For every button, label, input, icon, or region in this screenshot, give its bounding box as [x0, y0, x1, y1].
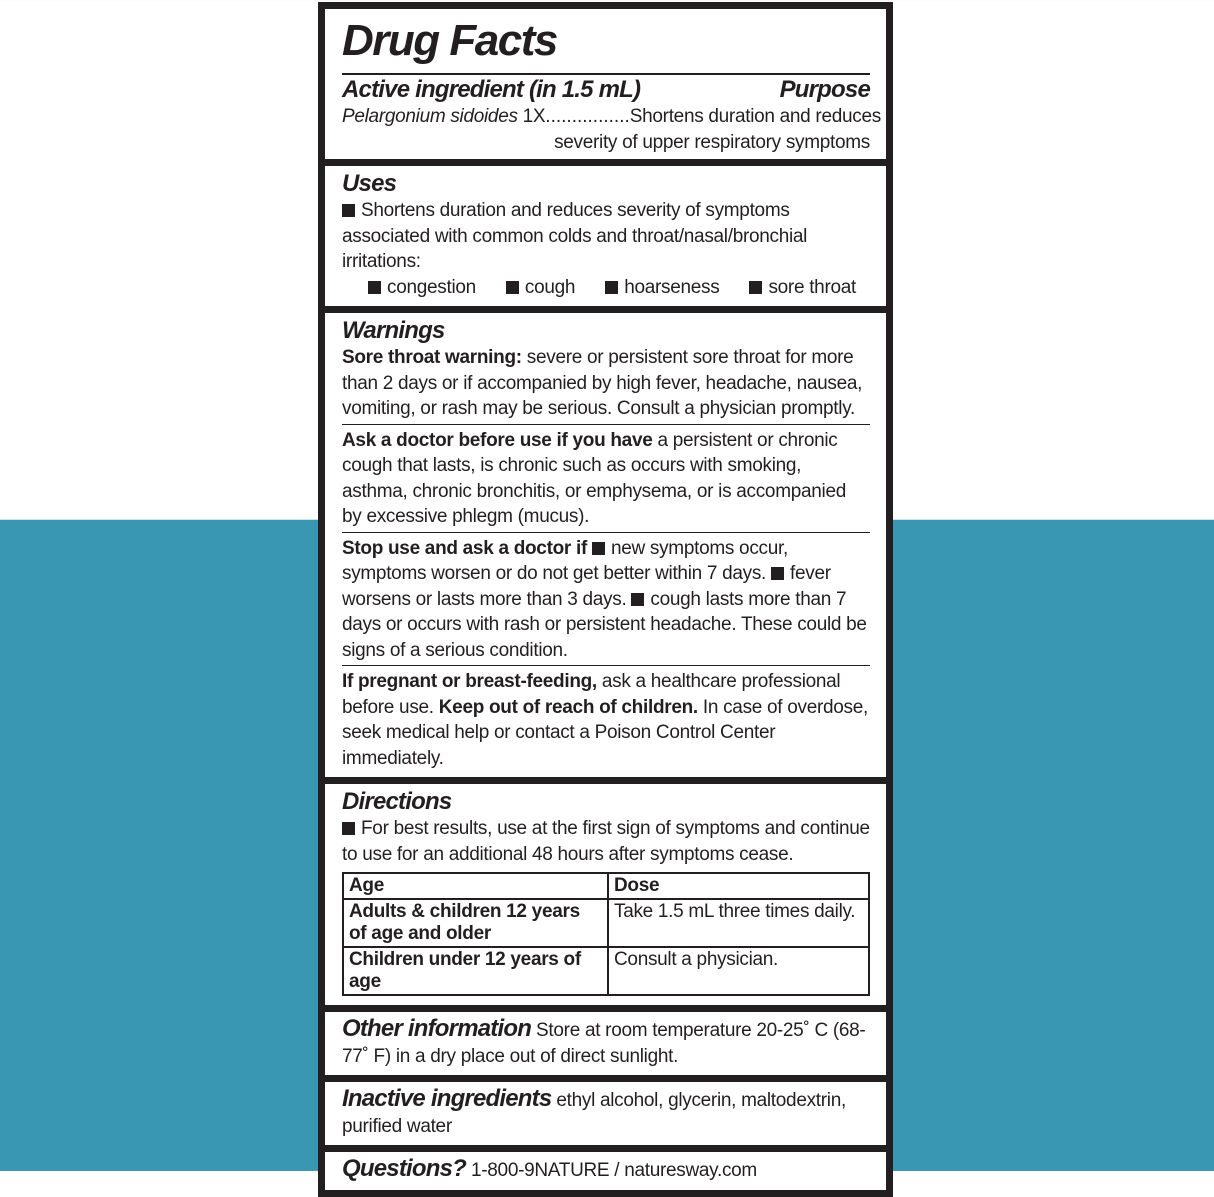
- table-header-dose: Dose: [608, 873, 869, 899]
- bullet-square-icon: [506, 281, 519, 294]
- use-item: cough: [506, 275, 575, 301]
- dose-cell: Take 1.5 mL three times daily.: [608, 899, 869, 947]
- table-header-row: [343, 873, 869, 899]
- use-item: congestion: [368, 275, 476, 301]
- drug-facts-title: Drug Facts: [342, 16, 557, 65]
- warnings-section: [325, 313, 886, 777]
- inactive-ingredients-text: ethyl alcohol, glycerin, maltodextrin, purified water: [342, 1090, 846, 1137]
- other-information-text: Store at room temperature 20-25˚ C (68-77˚ F) in a dry place out of direct sunlight.: [342, 1020, 866, 1067]
- bullet-square-icon: [631, 593, 644, 606]
- purpose-line-1: Shortens duration and reduces: [629, 106, 881, 127]
- divider: [342, 73, 870, 75]
- inactive-ingredients-heading: Inactive ingredients: [342, 1085, 552, 1112]
- ask-doctor-warning: Ask a doctor before use if you have a persistent or chronic cough that lasts, is chronic such as occurs with smoking, asthma, chronic bronchitis, or emphysema, or is accompanied by excessive phlegm (mucus).: [342, 429, 846, 527]
- drug-facts-label: [318, 2, 893, 1197]
- sore-throat-warning: Sore throat warning: severe or persistent sore throat for more than 2 days or if accompanied by high fever, headache, nausea, vomiting, or rash may be serious. Consult a physician promptly.: [342, 347, 863, 419]
- bullet-square-icon: [749, 281, 762, 294]
- ingredient-line: [342, 104, 881, 130]
- uses-heading: Uses: [342, 170, 397, 197]
- divider: [342, 424, 870, 425]
- purpose-line-2: severity of upper respiratory symptoms: [554, 131, 870, 153]
- questions-text: 1-800-9NATURE / naturesway.com: [466, 1160, 757, 1181]
- bullet-square-icon: [592, 542, 605, 555]
- uses-list: [342, 275, 870, 301]
- bullet-square-icon: [342, 822, 355, 835]
- dosage-table: [342, 872, 870, 996]
- purpose-heading: Purpose: [779, 76, 870, 103]
- divider: [342, 532, 870, 533]
- active-ingredient-section: [325, 9, 886, 159]
- warnings-heading: Warnings: [342, 317, 445, 344]
- other-information-heading: Other information: [342, 1015, 532, 1042]
- uses-text: Shortens duration and reduces severity of symptoms associated with common colds and throat/nasal/bronchial irritations:: [342, 200, 808, 272]
- table-row: [343, 947, 869, 995]
- table-row: [343, 899, 869, 947]
- other-information-section: [325, 1012, 886, 1075]
- divider: [342, 665, 870, 666]
- dose-cell: Consult a physician.: [608, 947, 869, 995]
- uses-text-block: [342, 198, 870, 275]
- use-item: sore throat: [749, 275, 856, 301]
- directions-section: [325, 784, 886, 1005]
- inactive-ingredients-section: [325, 1082, 886, 1145]
- dot-leader: ................: [545, 106, 630, 127]
- directions-heading: Directions: [342, 788, 452, 815]
- pregnancy-warning: If pregnant or breast-feeding, ask a healthcare professional before use. Keep out of reach of children. In case of overdose, seek medical help or contact a Poison Control Center immediately.: [342, 671, 868, 769]
- ingredient-name: Pelargonium sidoides: [342, 106, 518, 127]
- stop-use-warning: Stop use and ask a doctor if new symptoms occur, symptoms worsen or do not get better within 7 days. fever worsens or lasts more than 3 days. cough lasts more than 7 days or occurs with rash or persistent headache. These could be signs of a serious condition.: [342, 537, 867, 661]
- uses-section: [325, 166, 886, 306]
- bullet-square-icon: [771, 567, 784, 580]
- bullet-square-icon: [605, 281, 618, 294]
- ingredient-potency: 1X: [517, 106, 546, 127]
- use-item: hoarseness: [605, 275, 719, 301]
- questions-heading: Questions?: [342, 1155, 467, 1182]
- table-header-age: Age: [343, 873, 608, 899]
- age-cell: Children under 12 years of age: [343, 947, 608, 995]
- bullet-square-icon: [368, 281, 381, 294]
- directions-text: For best results, use at the first sign of symptoms and continue to use for an additional 48 hours after symptoms cease.: [342, 818, 870, 865]
- age-cell: Adults & children 12 years of age and older: [343, 899, 608, 947]
- active-ingredient-heading: Active ingredient (in 1.5 mL): [342, 76, 641, 103]
- bullet-square-icon: [342, 204, 355, 217]
